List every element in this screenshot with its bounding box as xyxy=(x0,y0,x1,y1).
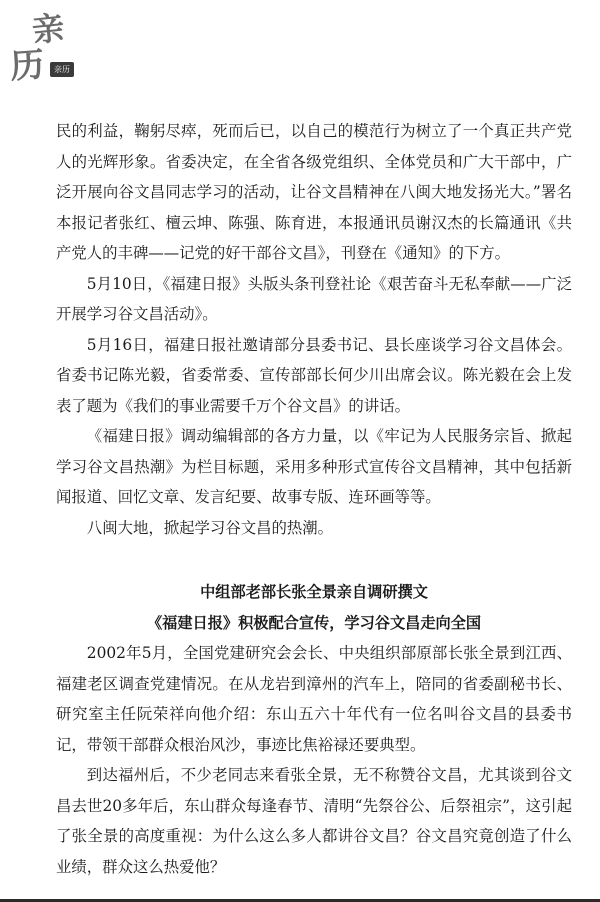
section-heading-1: 中组部老部长张全景亲自调研撰文 xyxy=(200,583,428,601)
section-header-logo xyxy=(8,4,76,88)
header-char-qin: 亲 xyxy=(30,8,67,50)
section-gap xyxy=(56,543,572,577)
article-body xyxy=(56,116,572,882)
paragraph-2002: 2002年5月，全国党建研究会会长、中央组织部原部长张全景到江西、福建老区调查党建情况。在从龙岩到漳州的汽车上，陪同的省委副秘书长、研究室主任阮荣祥向他介绍：东山五六十年代有一位名叫谷文昌的县委书记，带领干部群众根治风沙，事迹比焦裕禄还要典型。 xyxy=(56,644,572,754)
paragraph-editorial-effort: 《福建日报》调动编辑部的各方力量，以《牢记为人民服务宗旨、掀起学习谷文昌热潮》为栏目标题，采用多种形式宣传谷文昌精神，其中包括新闻报道、回忆文章、发言纪要、故事专版、连环画等等。 xyxy=(56,427,572,506)
header-char-li: 历 xyxy=(8,44,46,88)
header-seal: 亲历 xyxy=(50,62,74,77)
paragraph-bamin: 八闽大地，掀起学习谷文昌的热潮。 xyxy=(86,518,334,537)
paragraph-may-16: 5月16日，福建日报社邀请部分县委书记、县长座谈学习谷文昌体会。省委书记陈光毅，省委常委、宣传部部长何少川出席会议。陈光毅在会上发表了题为《我们的事业需要千万个谷文昌》的讲话。 xyxy=(56,335,572,415)
paragraph-may-10: 5月10日，《福建日报》头版头条刊登社论《艰苦奋斗无私奉献——广泛开展学习谷文昌活动》。 xyxy=(56,274,572,323)
paragraph-fuzhou: 到达福州后，不少老同志来看张全景，无不称赞谷文昌，尤其谈到谷文昌去世20多年后，东山群众每逢春节、清明“先祭谷公、后祭祖宗”，这引起了张全景的高度重视：为什么这么多人都讲谷文昌？谷文昌究竟创造了什么业绩，群众这么热爱他？ xyxy=(56,766,572,876)
paragraph-continuation: 民的利益，鞠躬尽瘁，死而后已，以自己的模范行为树立了一个真正共产党人的光辉形象。省委决定，在全省各级党组织、全体党员和广大干部中，广泛开展向谷文昌同志学习的活动，让谷文昌精神在八闽大地发扬光大。”署名本报记者张红、檀云坤、陈强、陈育进，本报通讯员谢汉杰的长篇通讯《共产党人的丰碑——记党的好干部谷文昌》，刊登在《通知》的下方。 xyxy=(56,122,572,262)
section-heading-2: 《福建日报》积极配合宣传，学习谷文昌走向全国 xyxy=(146,613,482,632)
